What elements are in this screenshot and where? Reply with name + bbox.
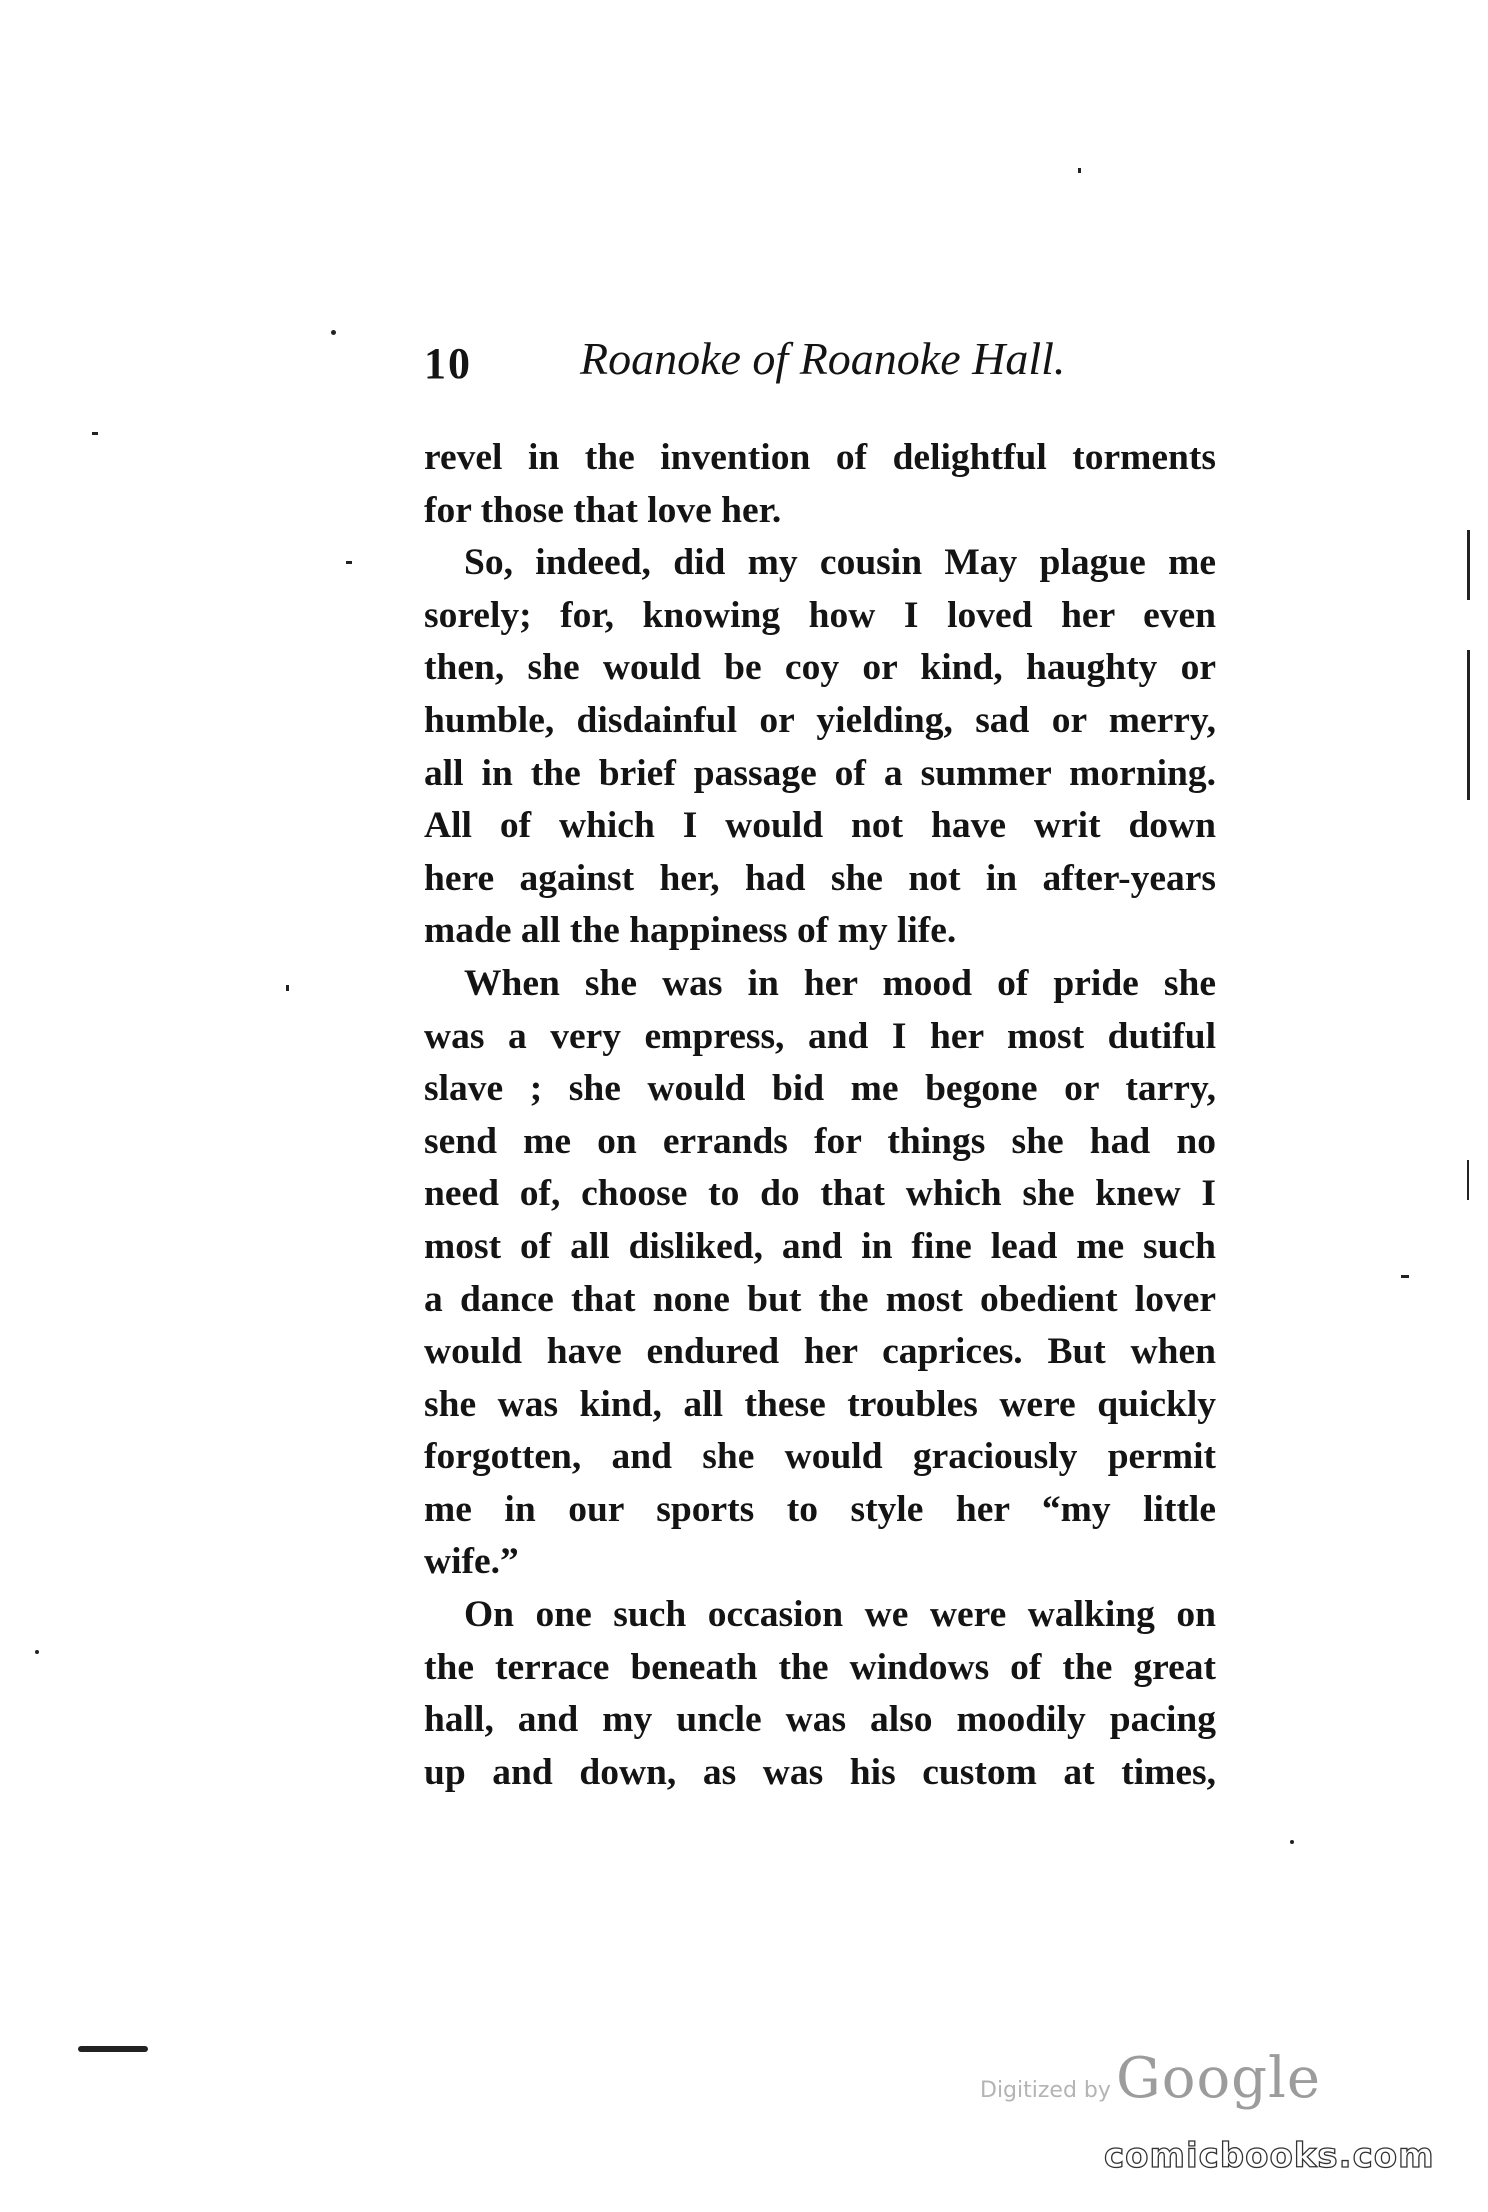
text-line: send me on errands for things she had no — [424, 1120, 1216, 1162]
scan-speck — [1290, 1840, 1294, 1844]
text-line: revel in the invention of delightful torments — [424, 437, 1216, 478]
text-line: all in the brief passage of a summer morning. — [424, 752, 1216, 794]
text-line: then, she would be coy or kind, haughty or — [424, 647, 1216, 689]
text-line: slave ; she would bid me begone or tarry, — [424, 1068, 1216, 1110]
text-line: need of, choose to do that which she knew I — [424, 1173, 1216, 1215]
body-text — [424, 432, 1216, 1799]
text-line: humble, disdainful or yielding, sad or merry, — [424, 699, 1216, 741]
scan-edge-line — [1467, 650, 1470, 800]
scan-speck — [92, 432, 98, 435]
scan-speck — [1078, 168, 1081, 173]
scan-edge-line — [1467, 1160, 1469, 1200]
text-line: forgotten, and she would graciously permit — [424, 1436, 1216, 1478]
scan-speck — [35, 1650, 39, 1654]
scan-edge-line — [1467, 530, 1470, 600]
paragraph-first-line: So, indeed, did my cousin May plague me — [464, 542, 1216, 584]
digitized-by-label: Digitized by — [980, 2078, 1111, 2103]
text-line: hall, and my uncle was also moodily pacing — [424, 1699, 1216, 1741]
text-line: would have endured her caprices. But when — [424, 1331, 1216, 1373]
text-line: All of which I would not have writ down — [424, 805, 1216, 847]
scan-edge-line — [78, 2046, 148, 2052]
text-line: me in our sports to style her “my little — [424, 1488, 1216, 1530]
scan-speck — [331, 330, 336, 335]
paragraph-first-line: When she was in her mood of pride she — [464, 962, 1216, 1004]
site-watermark: comicbooks.com — [1104, 2136, 1435, 2176]
text-line: she was kind, all these troubles were quickly — [424, 1383, 1216, 1425]
text-line: sorely; for, knowing how I loved her even — [424, 594, 1216, 636]
text-line: the terrace beneath the windows of the great — [424, 1646, 1216, 1688]
text-line: up and down, as was his custom at times, — [424, 1751, 1216, 1793]
text-line: a dance that none but the most obedient lover — [424, 1278, 1216, 1320]
page-header — [424, 333, 1224, 402]
text-line: here against her, had she not in after-years — [424, 857, 1216, 899]
text-line: wife.” — [424, 1541, 519, 1583]
page-number: 10 — [424, 339, 472, 388]
text-line: most of all disliked, and in fine lead me such — [424, 1225, 1216, 1267]
scan-speck — [346, 561, 352, 564]
google-watermark — [980, 2046, 1321, 2111]
running-title: Roanoke of Roanoke Hall. — [580, 333, 1066, 384]
text-line: was a very empress, and I her most dutiful — [424, 1015, 1216, 1057]
scan-speck — [286, 985, 289, 991]
google-logo: Google — [1116, 2046, 1322, 2111]
scan-speck — [1401, 1275, 1409, 1278]
text-line: made all the happiness of my life. — [424, 910, 957, 952]
paragraph-first-line: On one such occasion we were walking on — [464, 1594, 1216, 1636]
text-line: for those that love her. — [424, 489, 782, 531]
